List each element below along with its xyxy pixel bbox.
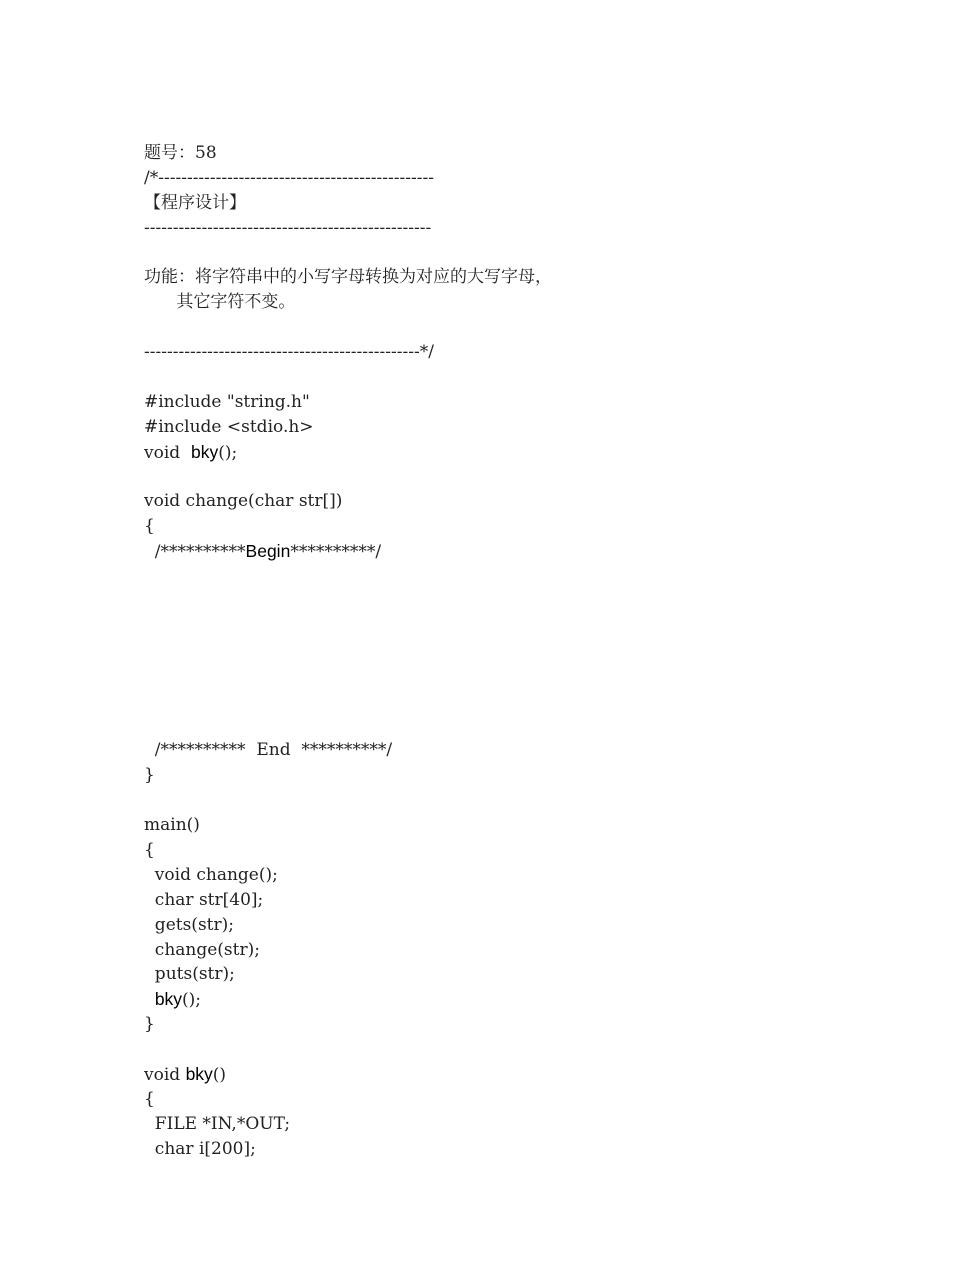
main-signature-line: main() (144, 815, 200, 836)
main-bky-call: bky (154, 989, 183, 1010)
main-line-1: void change(); (144, 864, 278, 885)
blank-line (144, 713, 844, 738)
include-stdio-line: #include <stdio.h> (144, 416, 314, 437)
bky-def-name: bky (185, 1063, 213, 1084)
blank-line (144, 689, 844, 714)
main-line-6-end: (); (182, 990, 202, 1011)
begin-prefix: /********** (144, 542, 246, 563)
decl-bky-name: bky (190, 441, 219, 462)
main-line-2: char str[40]; (144, 889, 264, 910)
function-description-line-1: 功能：将字符串中的小写字母转换为对应的大写字母， (144, 267, 552, 288)
begin-marker-line (144, 539, 844, 564)
bky-def-void: void (144, 1064, 186, 1085)
main-brace-close: } (144, 1014, 155, 1035)
function-description-line-2: 其它字符不变。 (144, 292, 296, 313)
blank-line (144, 241, 844, 266)
bky-definition-line (144, 1062, 844, 1087)
bky-line-2: char i[200]; (144, 1138, 256, 1159)
bky-declaration-line (144, 440, 844, 465)
rule-line: -------------------------------------------------- (144, 217, 432, 238)
comment-open-line: /*------------------------------------------------ (144, 167, 434, 188)
decl-void-keyword: void (144, 442, 191, 463)
bky-def-end: () (212, 1064, 227, 1085)
blank-line (144, 315, 844, 340)
change-signature-line: void change(char str[]) (144, 491, 343, 512)
include-string-line: #include "string.h" (144, 391, 310, 412)
begin-word: Begin (245, 541, 291, 562)
decl-end: (); (218, 442, 238, 463)
blank-line (144, 639, 844, 664)
blank-line (144, 664, 844, 689)
main-line-4: change(str); (144, 939, 260, 960)
blank-line (144, 1037, 844, 1062)
change-brace-close: } (144, 765, 155, 786)
end-marker-line: /********** End **********/ (144, 740, 393, 761)
blank-line (144, 614, 844, 639)
main-brace-open: { (144, 839, 155, 860)
section-title: 【程序设计】 (144, 192, 246, 213)
begin-suffix: **********/ (290, 542, 382, 563)
code-document (144, 141, 844, 1162)
blank-line (144, 465, 844, 490)
blank-line (144, 564, 844, 589)
blank-line (144, 365, 844, 390)
bky-brace-open: { (144, 1088, 155, 1109)
main-line-5: puts(str); (144, 964, 235, 985)
main-line-6-indent (144, 990, 155, 1010)
change-brace-open: { (144, 516, 155, 537)
main-line-6 (144, 987, 844, 1012)
blank-line (144, 788, 844, 813)
main-line-3: gets(str); (144, 914, 234, 935)
bky-line-1: FILE *IN,*OUT; (144, 1113, 291, 1134)
comment-close-line: ------------------------------------------------*/ (144, 342, 434, 363)
blank-line (144, 589, 844, 614)
question-number: 题号：58 (144, 143, 217, 163)
